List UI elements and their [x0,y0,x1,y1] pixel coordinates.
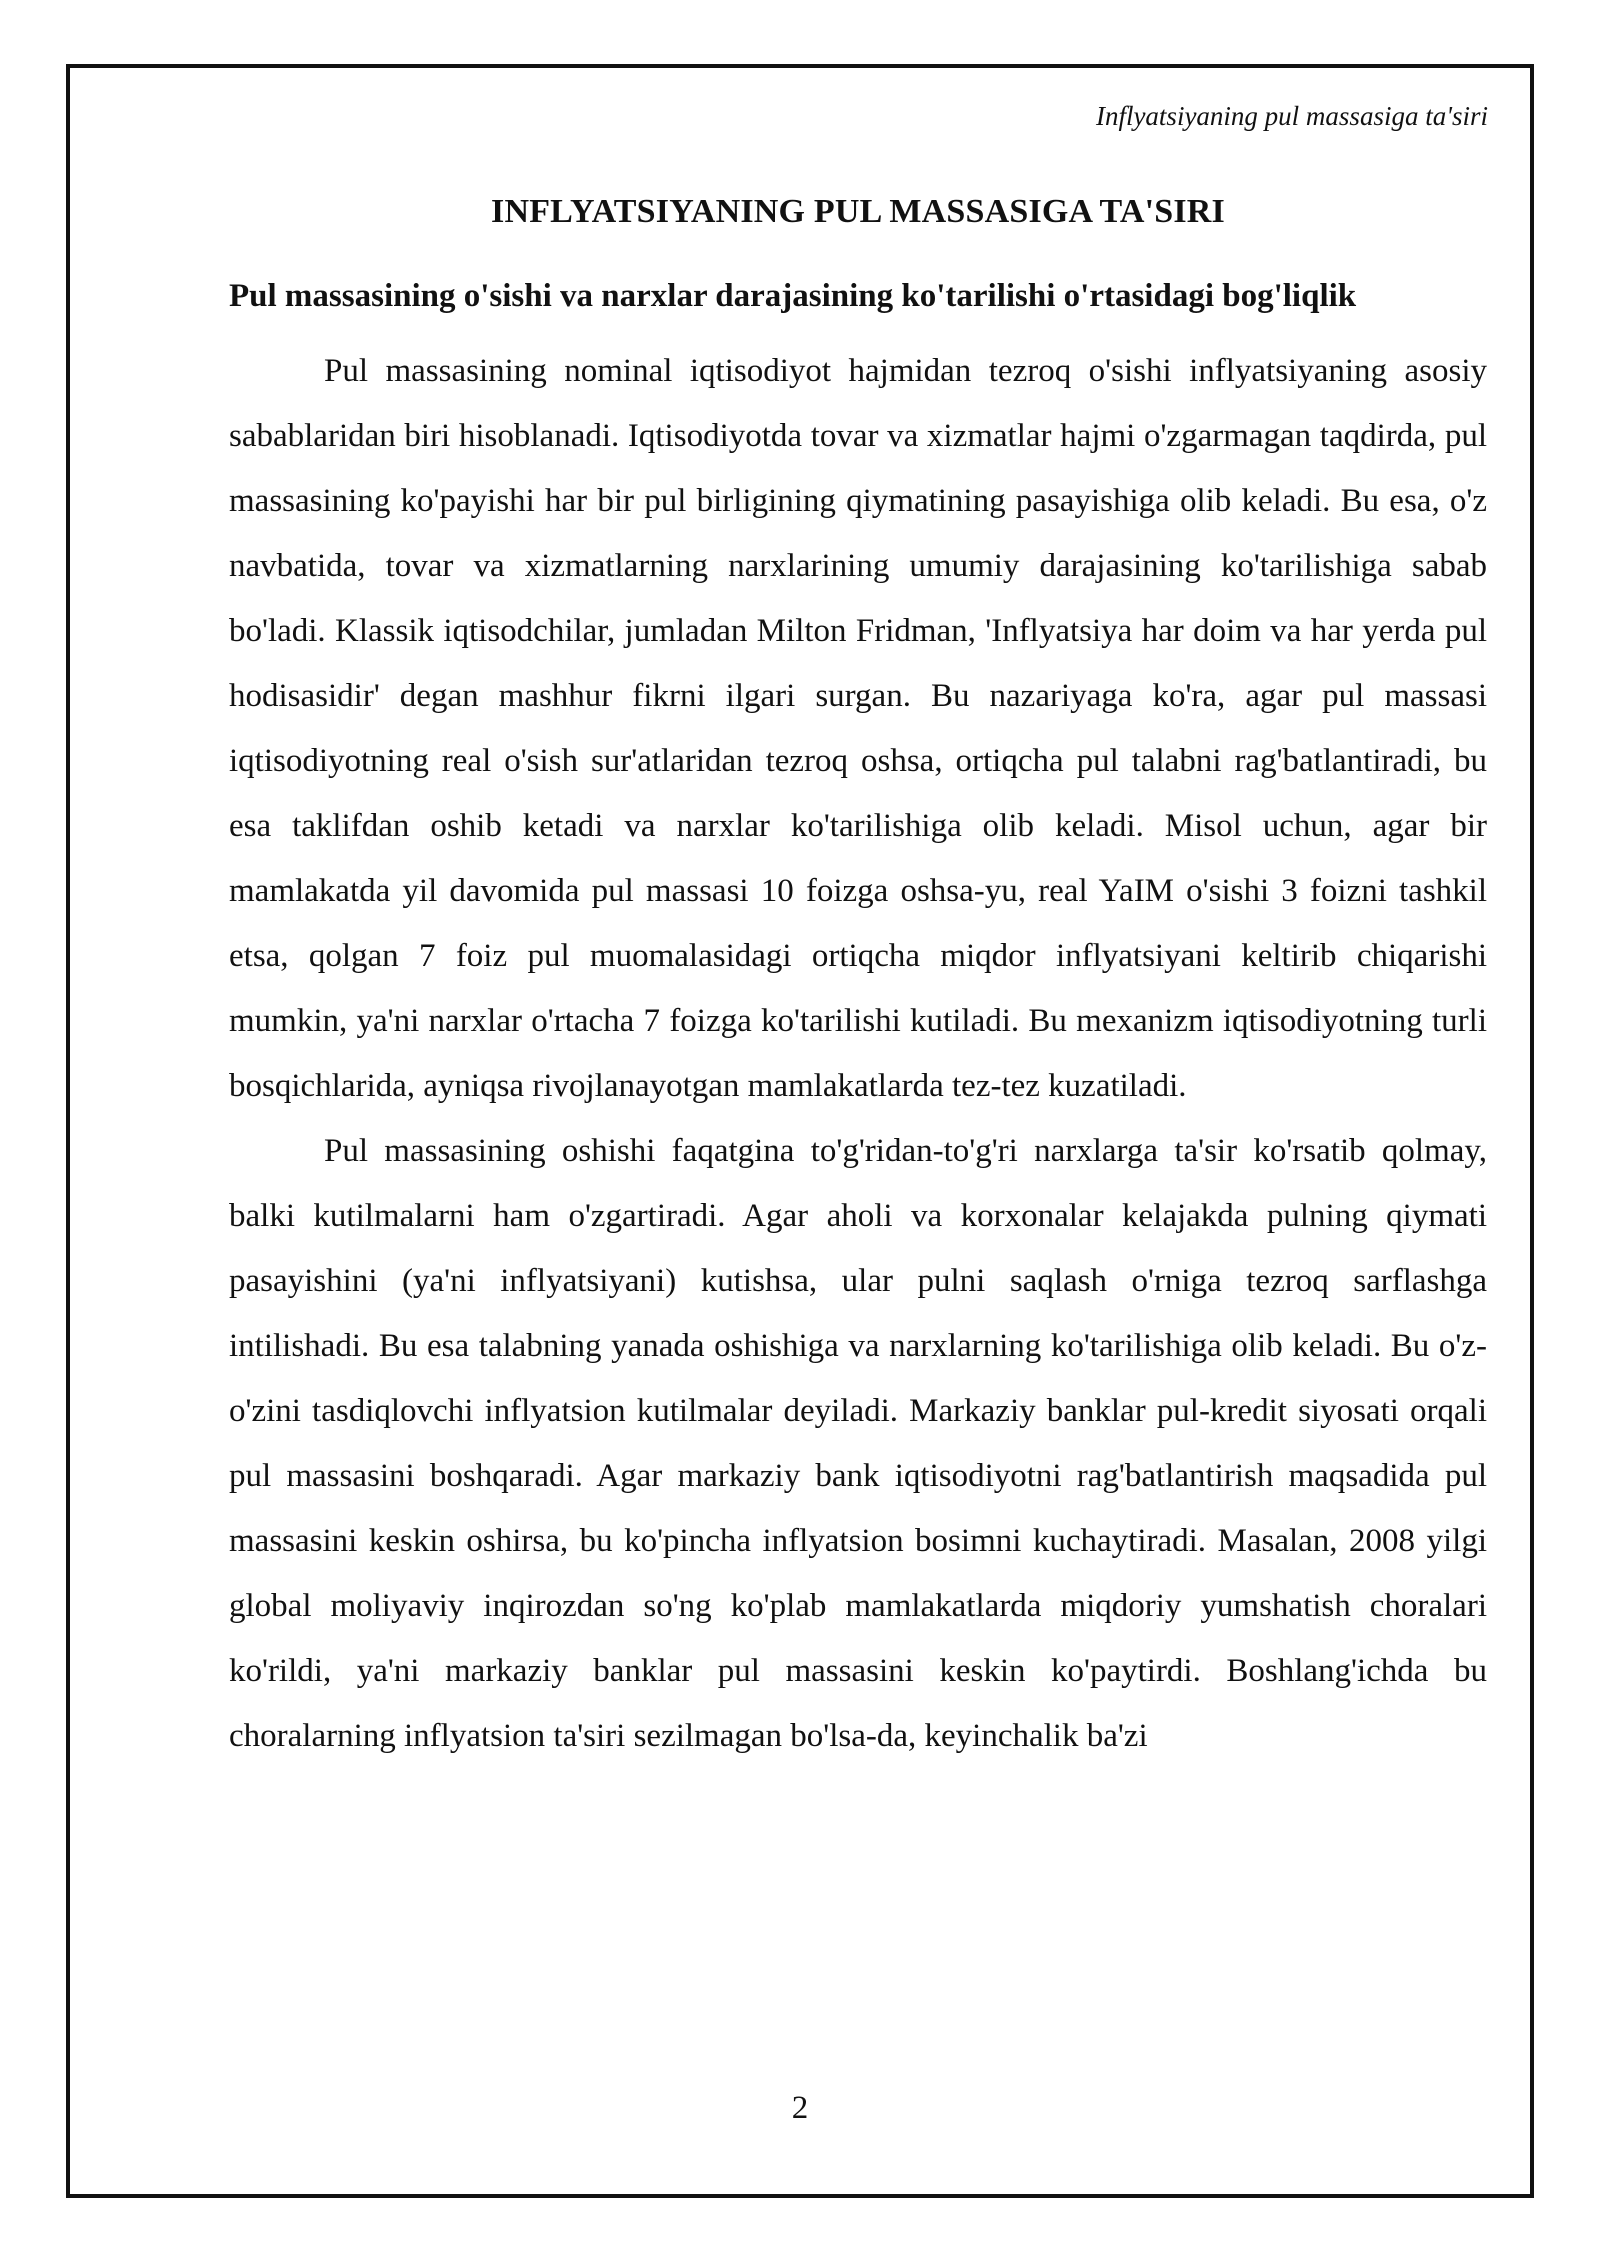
paragraph-2: Pul massasining oshishi faqatgina to'g'ridan-to'g'ri narxlarga ta'sir ko'rsatib qolmay, balki kutilmalarni ham o'zgartiradi. Agar aholi va korxonalar kelajakda pulning qiymati pasayishini (ya'ni inflyatsiyani) kutishsa, ular pulni saqlash o'rniga tezroq sarflashga intilishadi. Bu esa talabning yanada oshishiga va narxlarning ko'tarilishiga olib keladi. Bu o'z-o'zini tasdiqlovchi inflyatsion kutilmalar deyiladi. Markaziy banklar pul-kredit siyosati orqali pul massasini boshqaradi. Agar markaziy bank iqtisodiyotni rag'batlantirish maqsadida pul massasini keskin oshirsa, bu ko'pincha inflyatsion bosimni kuchaytiradi. Masalan, 2008 yilgi global moliyaviy inqirozdan so'ng ko'plab mamlakatlarda miqdoriy yumshatish choralari ko'rildi, ya'ni markaziy banklar pul massasini keskin ko'paytirdi. Boshlang'ichda bu choralarning inflyatsion ta'siri sezilmagan bo'lsa-da, keyinchalik ba'zi [229,1133,1487,1754]
page-content [229,186,1487,1769]
page-number: 2 [791,2090,809,2126]
section-heading: Pul massasining o'sishi va narxlar darajasining ko'tarilishi o'rtasidagi bog'liqlik [229,278,1357,314]
paragraph-1: Pul massasining nominal iqtisodiyot hajmidan tezroq o'sishi inflyatsiyaning asosiy sabablaridan biri hisoblanadi. Iqtisodiyotda tovar va xizmatlar hajmi o'zgarmagan taqdirda, pul massasining ko'payishi har bir pul birligining qiymatining pasayishiga olib keladi. Bu esa, o'z navbatida, tovar va xizmatlarning narxlarining umumiy darajasining ko'tarilishiga sabab bo'ladi. Klassik iqtisodchilar, jumladan Milton Fridman, 'Inflyatsiya har doim va har yerda pul hodisasidir' degan mashhur fikrni ilgari surgan. Bu nazariyaga ko'ra, agar pul massasi iqtisodiyotning real o'sish sur'atlaridan tezroq oshsa, ortiqcha pul talabni rag'batlantiradi, bu esa taklifdan oshib ketadi va narxlar ko'tarilishiga olib keladi. Misol uchun, agar bir mamlakatda yil davomida pul massasi 10 foizga oshsa-yu, real YaIM o'sishi 3 foizni tashkil etsa, qolgan 7 foiz pul muomalasidagi ortiqcha miqdor inflyatsiyani keltirib chiqarishi mumkin, ya'ni narxlar o'rtacha 7 foizga ko'tarilishi kutiladi. Bu mexanizm iqtisodiyotning turli bosqichlarida, ayniqsa rivojlanayotgan mamlakatlarda tez-tez kuzatiladi. [229,353,1487,1104]
running-header: Inflyatsiyaning pul massasiga ta'siri [1095,101,1488,131]
document-title: INFLYATSIYANING PUL MASSASIGA TA'SIRI [491,193,1225,230]
